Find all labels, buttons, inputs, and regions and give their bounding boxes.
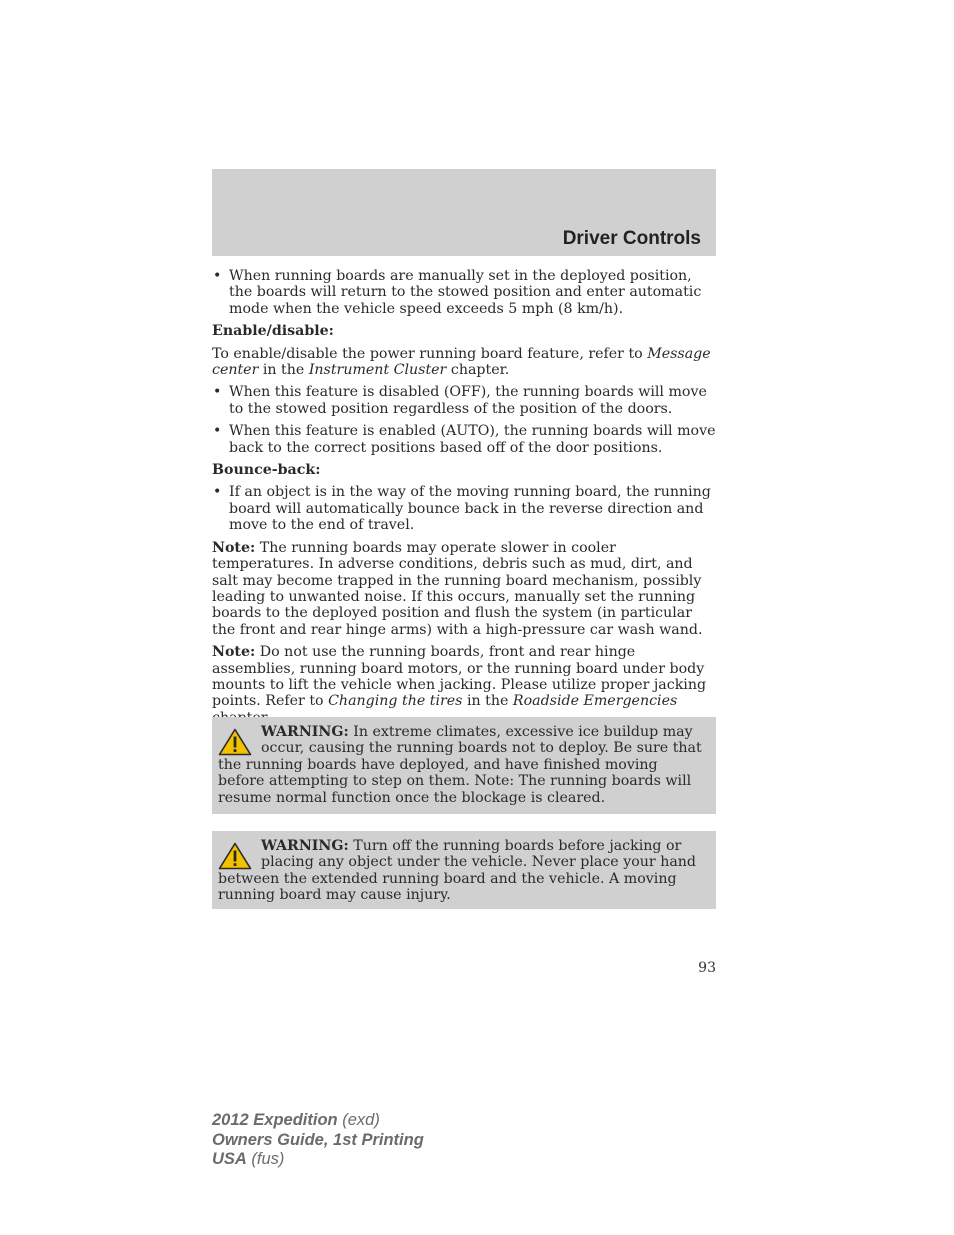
bullet-text: When this feature is enabled (AUTO), the running boards will move back to the correct positions based off of the door positions. xyxy=(229,423,716,456)
footer-line-model xyxy=(212,1111,424,1131)
bullet-dot: • xyxy=(213,384,222,401)
bullet-text: When running boards are manually set in the deployed position, the boards will return to the stowed position and enter automatic mode when the vehicle speed exceeds 5 mph (8 km/h). xyxy=(229,268,702,317)
text-run: in the xyxy=(258,362,309,379)
reference-changing-the-tires: Changing the tires xyxy=(328,693,463,710)
page-body xyxy=(212,268,716,732)
footer-line-edition xyxy=(212,1131,424,1151)
warning-triangle-icon xyxy=(218,842,252,870)
bullet-dot: • xyxy=(213,423,222,440)
page-number: 93 xyxy=(698,960,716,976)
list-item xyxy=(212,423,716,456)
chapter-header-band xyxy=(212,169,716,256)
footer-model-code: (exd) xyxy=(337,1111,380,1129)
bullet-dot: • xyxy=(213,268,222,284)
footer-line-market xyxy=(212,1150,424,1170)
list-item xyxy=(212,384,716,417)
list-item xyxy=(212,268,716,317)
reference-instrument-cluster: Instrument Cluster xyxy=(308,362,447,379)
paragraph-enable xyxy=(212,346,716,379)
reference-roadside-emergencies: Roadside Emergencies xyxy=(512,693,678,710)
footer-market-code: (fus) xyxy=(246,1150,285,1168)
warning-box xyxy=(212,717,716,814)
chapter-title: Driver Controls xyxy=(562,228,701,249)
note-text: The running boards may operate slower in cooler temperatures. In adverse conditions, debris such as mud, dirt, and salt may become trapped in the running board mechanism, possibly leading to unwanted noise. If this occurs, manually set the running boards to the deployed position and flush the system (in particular the front and rear hinge arms) with a high-pressure car wash wand. xyxy=(212,539,703,638)
note-label: Note: xyxy=(212,644,256,661)
section-heading-enable: Enable/disable: xyxy=(212,323,334,340)
warning-text: In extreme climates, excessive ice buildup may occur, causing the running boards not to deploy. Be sure that the running boards have deployed, and have finished moving before attempting to step on them. Note: The running boards will resume normal function once the blockage is cleared. xyxy=(218,724,702,806)
note-text: in the xyxy=(462,693,513,710)
section-heading-bounce-back: Bounce-back: xyxy=(212,462,321,479)
warning-box xyxy=(212,831,716,909)
note-paragraph-2 xyxy=(212,644,716,726)
list-item xyxy=(212,484,716,533)
warning-text: Turn off the running boards before jacking or placing any object under the vehicle. Never place your hand between the extended running board and the vehicle. A moving running board may cause injury. xyxy=(218,838,697,904)
reference-message-center: Message center xyxy=(212,345,711,379)
footer-market: USA xyxy=(212,1150,247,1168)
footer-edition: Owners Guide, 1st Printing xyxy=(212,1130,424,1149)
warning-label: WARNING: xyxy=(261,838,349,854)
text-run: To enable/disable the power running board feature, refer to xyxy=(212,345,648,362)
note-label: Note: xyxy=(212,539,256,556)
bullet-dot: • xyxy=(213,484,222,501)
note-text: Do not use the running boards, front and rear hinge assemblies, running board motors, or the running board under body mounts to lift the vehicle when jacking. Please utilize proper jacking points. Refer to xyxy=(212,644,707,710)
footer-model: 2012 Expedition xyxy=(212,1111,338,1129)
text-run: chapter. xyxy=(446,362,510,379)
bullet-text: If an object is in the way of the moving running board, the running board will automatically bounce back in the reverse direction and move to the end of travel. xyxy=(229,484,711,534)
warning-triangle-icon xyxy=(218,728,252,756)
note-paragraph-1 xyxy=(212,540,716,638)
bullet-text: When this feature is disabled (OFF), the running boards will move to the stowed position regardless of the position of the doors. xyxy=(229,384,707,417)
warning-label: WARNING: xyxy=(261,724,349,740)
document-footer xyxy=(212,1111,424,1170)
